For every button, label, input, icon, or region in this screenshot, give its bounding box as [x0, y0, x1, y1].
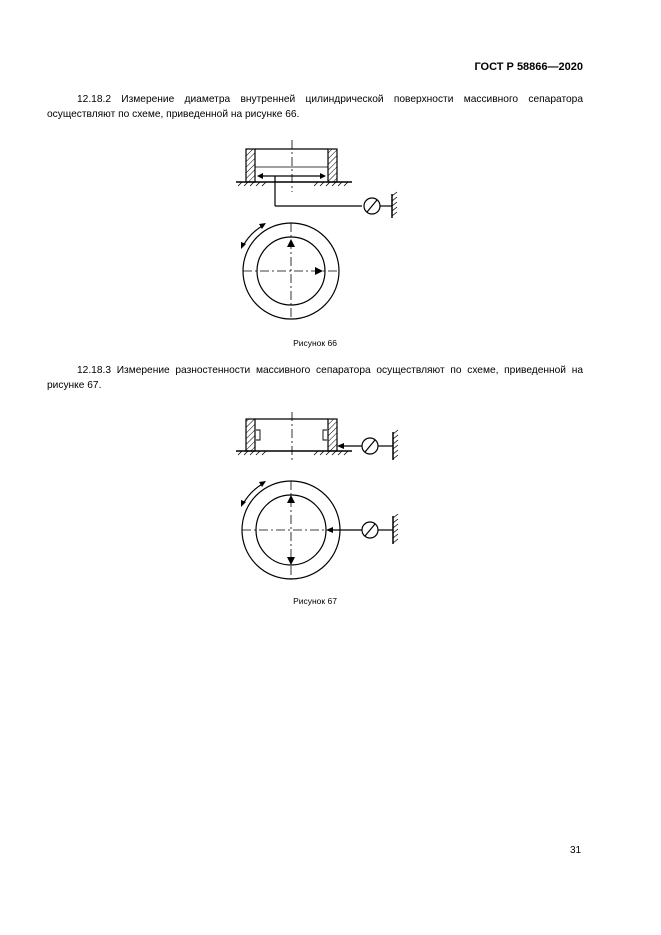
figure-66-caption: Рисунок 66 [293, 338, 337, 348]
document-id: ГОСТ Р 58866—2020 [474, 61, 583, 73]
figure-67-caption: Рисунок 67 [293, 596, 337, 606]
paragraph-12-18-3: 12.18.3 Измерение разностенности массивного сепаратора осуществляют по схеме, приведенной на рисунке 67. [47, 365, 583, 391]
figure-67-diagram [0, 405, 661, 595]
page-number: 31 [570, 845, 582, 856]
paragraph-12-18-2: 12.18.2 Измерение диаметра внутренней цилиндрической поверхности массивного сепаратора осуществляют по схеме, приведенной на рисунке 66. [47, 94, 583, 120]
figure-66-diagram [0, 135, 661, 335]
